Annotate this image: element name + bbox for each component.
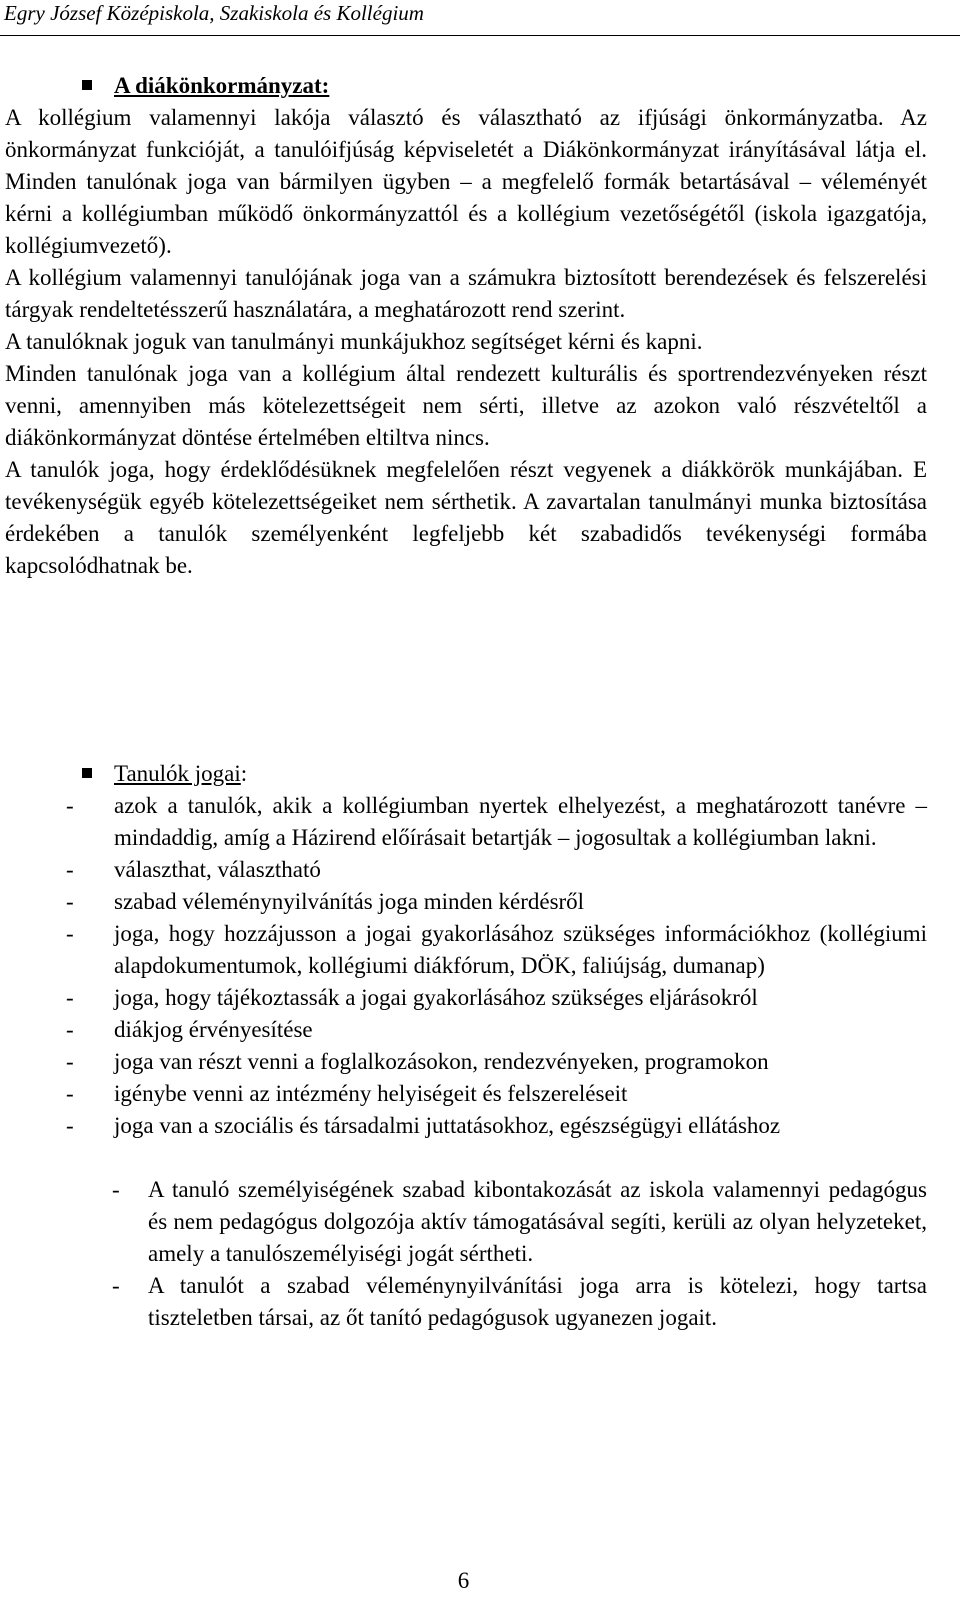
heading-text: Tanulók jogai — [114, 761, 241, 786]
list-item-text: joga, hogy hozzájusson a jogai gyakorlásához szükséges információkhoz (kollégiumi alapdokumentumok, kollégiumi diákfórum, DÖK, faliújság, dumanap) — [114, 921, 927, 978]
square-bullet-icon — [82, 768, 92, 778]
dash-marker: - — [112, 1273, 120, 1298]
header-divider — [0, 35, 960, 36]
dash-marker: - — [112, 1177, 120, 1202]
list-item — [0, 918, 927, 982]
list-item-text: igénybe venni az intézmény helyiségeit és felszereléseit — [114, 1081, 628, 1106]
list-item — [0, 854, 927, 886]
section-student-government — [0, 70, 927, 582]
dash-marker: - — [66, 1049, 74, 1074]
square-bullet-icon — [82, 80, 92, 90]
section-student-rights — [0, 758, 927, 1334]
dash-marker: - — [66, 889, 74, 914]
dash-marker: - — [66, 921, 74, 946]
rights-list — [0, 790, 927, 1142]
dash-marker: - — [66, 985, 74, 1010]
sub-list-item — [0, 1270, 927, 1334]
list-item-text: joga van a szociális és társadalmi juttatásokhoz, egészségügyi ellátáshoz — [114, 1113, 781, 1138]
section-heading — [0, 70, 927, 102]
page-header: Egry József Középiskola, Szakiskola és Kollégium — [4, 1, 424, 25]
sub-list-item — [0, 1174, 927, 1270]
list-item — [0, 790, 927, 854]
dash-marker: - — [66, 1081, 74, 1106]
list-item-text: azok a tanulók, akik a kollégiumban nyertek elhelyezést, a meghatározott tanévre – mindaddig, amíg a Házirend előírásait betartják – jogosultak a kollégiumban lakni. — [114, 793, 927, 850]
list-item-text: joga van részt venni a foglalkozásokon, rendezvényeken, programokon — [114, 1049, 769, 1074]
heading-colon: : — [240, 761, 248, 786]
sub-list-item-text: A tanulót a szabad véleménynyilvánítási joga arra is kötelezi, hogy tartsa tiszteletben társai, az őt tanító pedagógusok ugyanezen jogait. — [148, 1273, 927, 1330]
paragraph: Minden tanulónak joga van a kollégium által rendezett kulturális és sportrendezvényeken részt venni, amennyiben más kötelezettségeit nem sérti, illetve az azokon való részvételtől a diákönkormányzat döntése értelmében eltiltva nincs. — [5, 361, 927, 450]
page-number: 6 — [457, 1568, 470, 1593]
list-item — [0, 982, 927, 1014]
dash-marker: - — [66, 1017, 74, 1042]
list-item — [0, 1014, 927, 1046]
list-item — [0, 1110, 927, 1142]
dash-marker: - — [66, 793, 74, 818]
sub-list — [0, 1174, 927, 1334]
paragraph: A tanulóknak joguk van tanulmányi munkájukhoz segítséget kérni és kapni. — [5, 329, 703, 354]
list-item-text: választhat, választható — [114, 857, 321, 882]
list-item — [0, 886, 927, 918]
sub-list-item-text: A tanuló személyiségének szabad kibontakozását az iskola valamennyi pedagógus és nem pedagógus dolgozója aktív támogatásával segíti, kerüli az olyan helyzeteket, amely a tanulószemélyiségi jogát sértheti. — [148, 1177, 927, 1266]
list-item — [0, 1046, 927, 1078]
list-item — [0, 1078, 927, 1110]
paragraph: A tanulók joga, hogy érdeklődésüknek megfelelően részt vegyenek a diákkörök munkájában. E tevékenységük egyéb kötelezettségeiket nem sérthetik. A zavartalan tanulmányi munka biztosítása érdekében a tanulók személyenként legfeljebb két szabadidős tevékenységi formába kapcsolódhatnak be. — [5, 457, 927, 578]
dash-marker: - — [66, 857, 74, 882]
list-item-text: szabad véleménynyilvánítás joga minden kérdésről — [114, 889, 585, 914]
paragraph: A kollégium valamennyi tanulójának joga van a számukra biztosított berendezések és felszerelési tárgyak rendeltetésszerű használatára, a meghatározott rend szerint. — [5, 265, 927, 322]
heading-text: A diákönkormányzat: — [114, 73, 330, 98]
section-heading — [0, 758, 927, 790]
list-item-text: diákjog érvényesítése — [114, 1017, 313, 1042]
list-item-text: joga, hogy tájékoztassák a jogai gyakorlásához szükséges eljárásokról — [114, 985, 758, 1010]
dash-marker: - — [66, 1113, 74, 1138]
paragraph: A kollégium valamennyi lakója választó és választható az ifjúsági önkormányzatba. Az önkormányzat funkcióját, a tanulóifjúság képviseletét a Diákönkormányzat irányításával látja el. Minden tanulónak joga van bármilyen ügyben – a megfelelő formák betartásával – véleményét kérni a kollégiumban működő önkormányzattól és a kollégium vezetőségétől (iskola igazgatója, kollégiumvezető). — [5, 105, 927, 258]
